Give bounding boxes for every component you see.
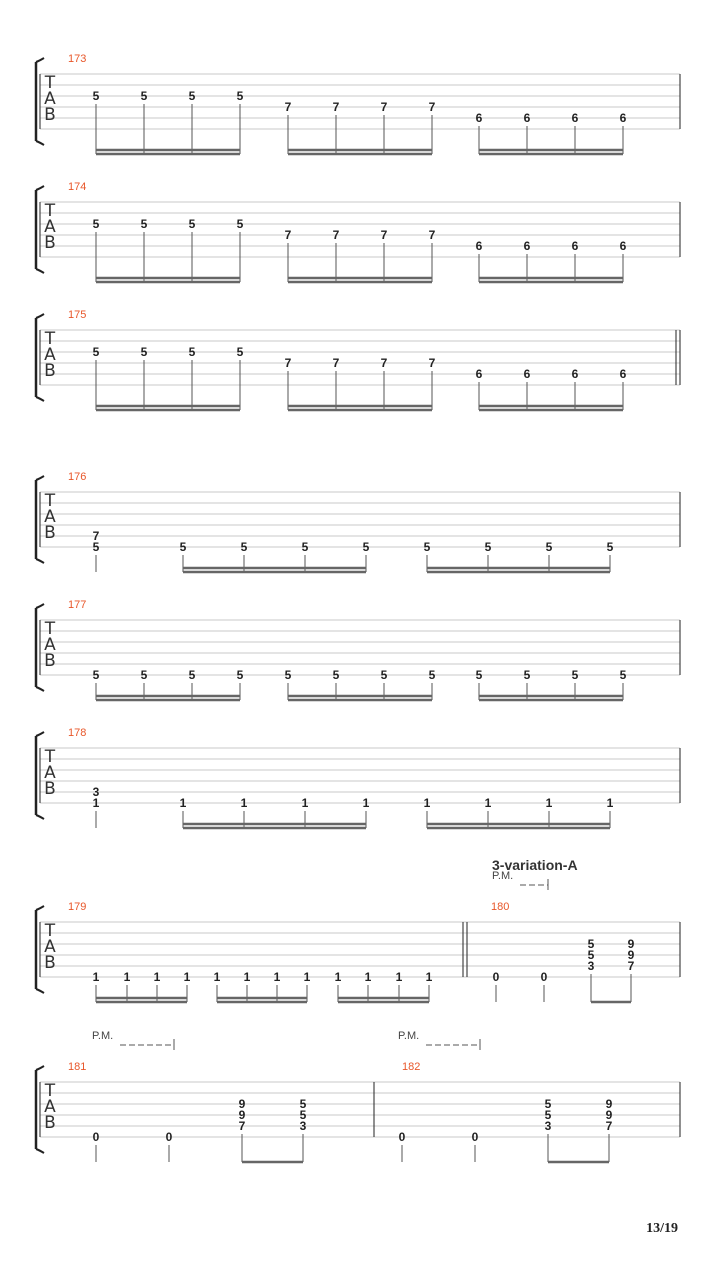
fret-number: 1 (273, 970, 281, 984)
fret-number: 5 (423, 540, 431, 554)
fret-number: 5 (92, 89, 100, 103)
fret-number: 1 (334, 970, 342, 984)
section-label: 3-variation-A (492, 857, 578, 873)
fret-number: 1 (92, 796, 100, 810)
bracket-hook-bottom (36, 989, 44, 993)
fret-number: 1 (423, 796, 431, 810)
fret-number: 6 (523, 367, 531, 381)
note-175-11 (572, 367, 579, 410)
staff-system-5 (36, 599, 680, 700)
tab-clef-t: T (44, 491, 56, 511)
fret-number: 0 (471, 1130, 479, 1144)
fret-number: 5 (523, 668, 531, 682)
fret-number: 1 (153, 970, 161, 984)
note-173-1 (93, 89, 100, 154)
fret-number: 9 (605, 1097, 613, 1111)
staff-system-7 (36, 857, 680, 1002)
measure-number: 181 (68, 1061, 87, 1073)
fret-number: 7 (380, 100, 388, 114)
note-180-3 (588, 937, 595, 1002)
fret-number: 6 (619, 239, 627, 253)
fret-number: 7 (284, 356, 292, 370)
fret-number: 5 (301, 540, 309, 554)
measure-number: 175 (68, 309, 87, 321)
fret-number: 6 (475, 111, 483, 125)
fret-number: 9 (605, 1108, 613, 1122)
note-175-10 (524, 367, 531, 410)
fret-number: 6 (523, 111, 531, 125)
fret-number: 7 (627, 959, 635, 973)
note-176-1 (93, 529, 100, 572)
fret-number: 5 (545, 540, 553, 554)
note-182-1 (399, 1130, 406, 1162)
fret-number: 1 (545, 796, 553, 810)
fret-number: 5 (284, 668, 292, 682)
note-174-4 (237, 217, 244, 282)
bracket-hook-bottom (36, 141, 44, 145)
bracket-hook-top (36, 906, 44, 910)
fret-number: 6 (619, 367, 627, 381)
tab-clef-b: B (44, 233, 56, 253)
note-173-9 (476, 111, 483, 154)
tab-clef-t: T (44, 1081, 56, 1101)
fret-number: 3 (544, 1119, 552, 1133)
fret-number: 1 (362, 796, 370, 810)
fret-number: 5 (619, 668, 627, 682)
fret-number: 7 (284, 100, 292, 114)
fret-number: 5 (92, 345, 100, 359)
bracket-hook-top (36, 186, 44, 190)
fret-number: 7 (380, 228, 388, 242)
page-number: 13/19 (646, 1221, 678, 1236)
note-182-4 (606, 1097, 613, 1162)
tab-clef-t: T (44, 73, 56, 93)
fret-number: 5 (188, 217, 196, 231)
fret-number: 5 (299, 1097, 307, 1111)
fret-number: 7 (428, 228, 436, 242)
fret-number: 7 (332, 228, 340, 242)
fret-number: 5 (240, 540, 248, 554)
bracket-hook-top (36, 314, 44, 318)
staff-system-6 (36, 727, 680, 828)
fret-number: 5 (236, 345, 244, 359)
note-174-7 (381, 228, 388, 282)
fret-number: 5 (140, 89, 148, 103)
note-173-6 (333, 100, 340, 154)
fret-number: 0 (540, 970, 548, 984)
fret-number: 5 (92, 217, 100, 231)
fret-number: 5 (299, 1108, 307, 1122)
staff-system-3 (36, 309, 680, 410)
tab-clef-b: B (44, 651, 56, 671)
measure-number: 182 (402, 1061, 421, 1073)
fret-number: 1 (425, 970, 433, 984)
fret-number: 5 (92, 668, 100, 682)
fret-number: 7 (284, 228, 292, 242)
fret-number: 5 (140, 668, 148, 682)
fret-number: 1 (303, 970, 311, 984)
staff-system-8 (36, 1030, 680, 1162)
fret-number: 5 (188, 345, 196, 359)
fret-number: 5 (140, 217, 148, 231)
fret-number: 7 (332, 100, 340, 114)
fret-number: 1 (240, 796, 248, 810)
fret-number: 9 (238, 1097, 246, 1111)
fret-number: 1 (606, 796, 614, 810)
measure-number: 180 (491, 901, 510, 913)
fret-number: 6 (475, 367, 483, 381)
fret-number: 1 (364, 970, 372, 984)
tab-clef-b: B (44, 1113, 56, 1133)
fret-number: 1 (243, 970, 251, 984)
fret-number: 6 (523, 239, 531, 253)
note-173-10 (524, 111, 531, 154)
fret-number: 0 (165, 1130, 173, 1144)
measure-number: 177 (68, 599, 87, 611)
fret-number: 5 (188, 668, 196, 682)
bracket-hook-top (36, 476, 44, 480)
note-174-1 (93, 217, 100, 282)
note-182-3 (545, 1097, 552, 1162)
palm-mute-label: P.M. (492, 870, 514, 882)
fret-number: 6 (619, 111, 627, 125)
note-178-1 (93, 785, 100, 828)
note-175-8 (429, 356, 436, 410)
fret-number: 5 (587, 937, 595, 951)
fret-number: 0 (92, 1130, 100, 1144)
bracket-hook-top (36, 732, 44, 736)
bracket-hook-top (36, 604, 44, 608)
note-174-5 (285, 228, 292, 282)
fret-number: 6 (571, 239, 579, 253)
note-174-3 (189, 217, 196, 282)
fret-number: 5 (544, 1097, 552, 1111)
tab-clef-b: B (44, 361, 56, 381)
note-175-4 (237, 345, 244, 410)
note-182-2 (472, 1130, 479, 1162)
note-175-2 (141, 345, 148, 410)
tab-clef-t: T (44, 619, 56, 639)
tab-clef-b: B (44, 105, 56, 125)
note-175-12 (620, 367, 627, 410)
tab-clef-t: T (44, 201, 56, 221)
fret-number: 1 (183, 970, 191, 984)
fret-number: 3 (92, 785, 100, 799)
fret-number: 1 (92, 970, 100, 984)
fret-number: 0 (398, 1130, 406, 1144)
note-181-1 (93, 1130, 100, 1162)
staff-system-4 (36, 471, 680, 572)
fret-number: 7 (238, 1119, 246, 1133)
fret-number: 7 (92, 529, 100, 543)
fret-number: 5 (236, 668, 244, 682)
staff-system-2 (36, 181, 680, 282)
note-175-5 (285, 356, 292, 410)
note-174-6 (333, 228, 340, 282)
bracket-hook-bottom (36, 397, 44, 401)
measure-number: 179 (68, 901, 87, 913)
bracket-hook-top (36, 1066, 44, 1070)
tab-clef-b: B (44, 953, 56, 973)
fret-number: 7 (605, 1119, 613, 1133)
fret-number: 1 (213, 970, 221, 984)
fret-number: 5 (332, 668, 340, 682)
tab-clef-a: A (44, 937, 56, 957)
fret-number: 5 (92, 540, 100, 554)
note-180-1 (493, 970, 500, 1002)
fret-number: 5 (236, 217, 244, 231)
palm-mute-label: P.M. (92, 1030, 114, 1042)
fret-number: 5 (571, 668, 579, 682)
fret-number: 5 (544, 1108, 552, 1122)
bracket-hook-bottom (36, 1149, 44, 1153)
note-181-2 (166, 1130, 173, 1162)
tab-clef-a: A (44, 1097, 56, 1117)
tab-clef-b: B (44, 523, 56, 543)
fret-number: 1 (123, 970, 131, 984)
tab-clef-a: A (44, 507, 56, 527)
fret-number: 6 (571, 367, 579, 381)
note-174-10 (524, 239, 531, 282)
bracket-hook-bottom (36, 815, 44, 819)
fret-number: 9 (627, 948, 635, 962)
fret-number: 7 (428, 100, 436, 114)
fret-number: 5 (587, 948, 595, 962)
bracket-hook-top (36, 58, 44, 62)
note-174-11 (572, 239, 579, 282)
fret-number: 5 (484, 540, 492, 554)
tab-clef-a: A (44, 89, 56, 109)
note-173-11 (572, 111, 579, 154)
note-175-1 (93, 345, 100, 410)
tab-clef-t: T (44, 329, 56, 349)
tab-clef-a: A (44, 345, 56, 365)
fret-number: 1 (484, 796, 492, 810)
fret-number: 0 (492, 970, 500, 984)
note-175-7 (381, 356, 388, 410)
note-173-5 (285, 100, 292, 154)
note-180-2 (541, 970, 548, 1002)
bracket-hook-bottom (36, 269, 44, 273)
fret-number: 6 (475, 239, 483, 253)
note-173-7 (381, 100, 388, 154)
palm-mute-label: P.M. (398, 1030, 420, 1042)
note-180-4 (628, 937, 635, 1002)
fret-number: 5 (236, 89, 244, 103)
measure-number: 173 (68, 53, 87, 65)
fret-number: 1 (395, 970, 403, 984)
fret-number: 5 (380, 668, 388, 682)
note-175-3 (189, 345, 196, 410)
fret-number: 5 (179, 540, 187, 554)
note-174-12 (620, 239, 627, 282)
fret-number: 5 (606, 540, 614, 554)
note-174-8 (429, 228, 436, 282)
fret-number: 6 (571, 111, 579, 125)
note-173-3 (189, 89, 196, 154)
fret-number: 5 (428, 668, 436, 682)
note-181-4 (300, 1097, 307, 1162)
note-173-2 (141, 89, 148, 154)
fret-number: 7 (332, 356, 340, 370)
fret-number: 5 (475, 668, 483, 682)
note-174-9 (476, 239, 483, 282)
bracket-hook-bottom (36, 687, 44, 691)
fret-number: 1 (179, 796, 187, 810)
fret-number: 3 (299, 1119, 307, 1133)
tab-clef-a: A (44, 763, 56, 783)
note-173-4 (237, 89, 244, 154)
bracket-hook-bottom (36, 559, 44, 563)
fret-number: 9 (238, 1108, 246, 1122)
note-174-2 (141, 217, 148, 282)
note-175-9 (476, 367, 483, 410)
tab-clef-t: T (44, 747, 56, 767)
note-181-3 (239, 1097, 246, 1162)
measure-number: 178 (68, 727, 87, 739)
tab-clef-a: A (44, 635, 56, 655)
note-175-6 (333, 356, 340, 410)
fret-number: 3 (587, 959, 595, 973)
fret-number: 7 (380, 356, 388, 370)
fret-number: 9 (627, 937, 635, 951)
tab-clef-t: T (44, 921, 56, 941)
note-173-12 (620, 111, 627, 154)
tab-clef-a: A (44, 217, 56, 237)
measure-number: 176 (68, 471, 87, 483)
fret-number: 5 (188, 89, 196, 103)
tab-clef-b: B (44, 779, 56, 799)
fret-number: 1 (301, 796, 309, 810)
fret-number: 7 (428, 356, 436, 370)
fret-number: 5 (362, 540, 370, 554)
note-173-8 (429, 100, 436, 154)
measure-number: 174 (68, 181, 87, 193)
staff-system-1 (36, 53, 680, 154)
fret-number: 5 (140, 345, 148, 359)
